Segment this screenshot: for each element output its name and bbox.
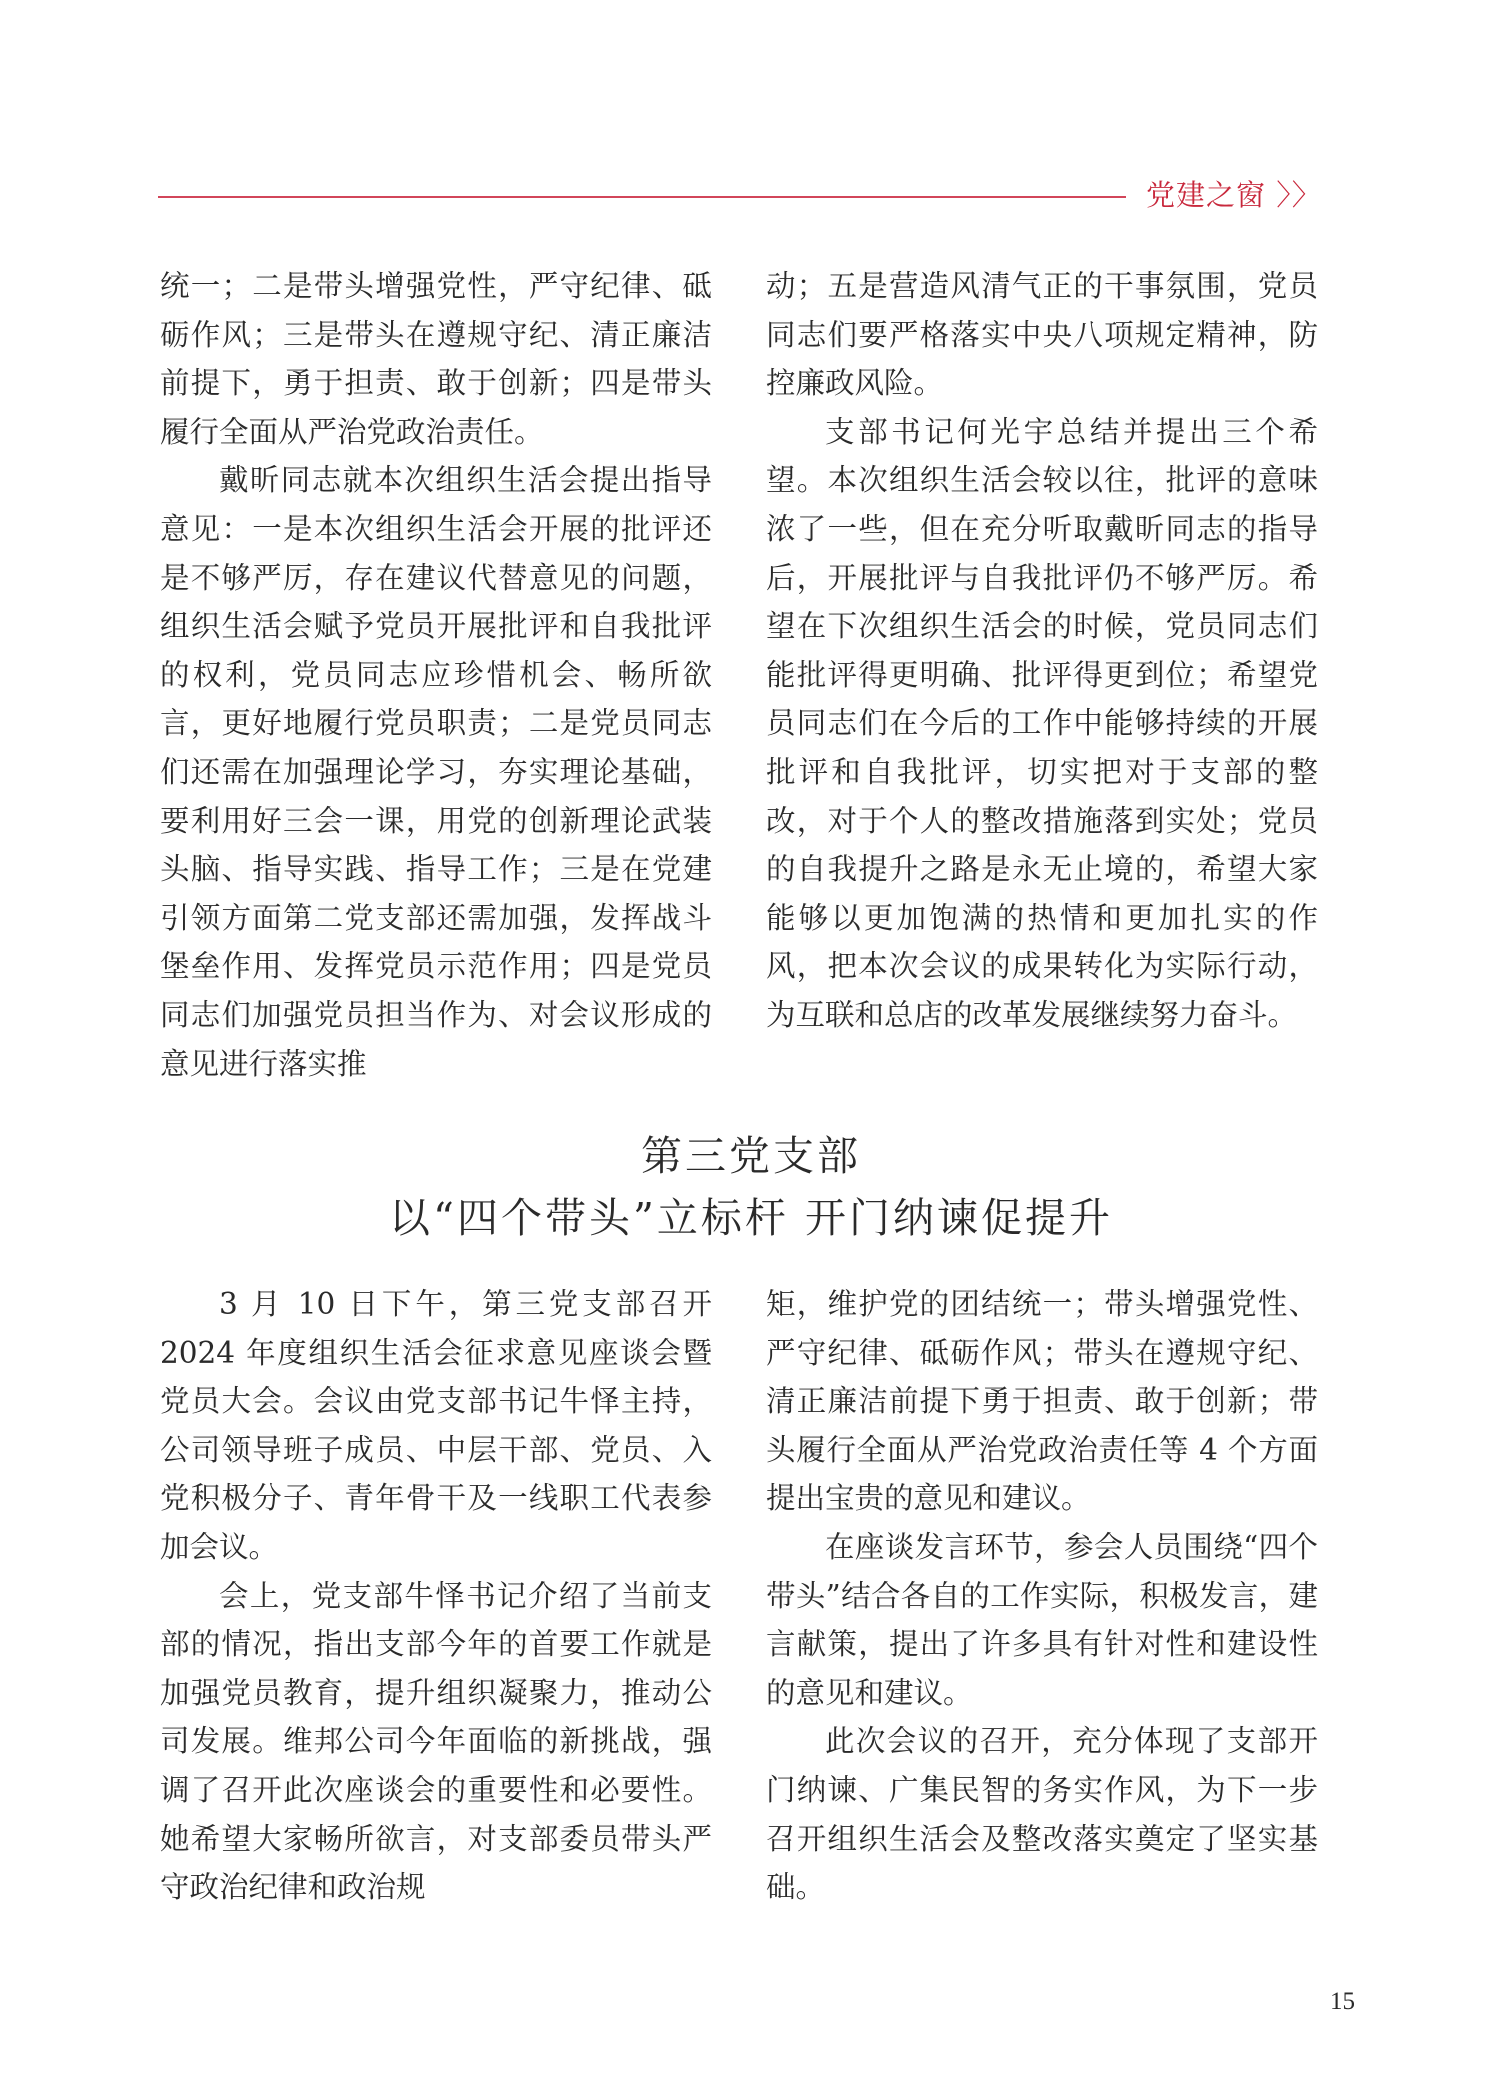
paragraph: 矩，维护党的团结统一；带头增强党性、严守纪律、砥砺作风；带头在遵规守纪、清正廉洁前提下勇于担责、敢于创新；带头履行全面从严治党政治责任等 4 个方面提出宝贵的意见和建议。 bbox=[766, 1287, 1318, 1516]
paragraph: 此次会议的召开，充分体现了支部开门纳谏、广集民智的务实作风，为下一步召开组织生活会及整改落实奠定了坚实基础。 bbox=[766, 1724, 1318, 1905]
paragraph: 会上，党支部牛怿书记介绍了当前支部的情况，指出支部今年的首要工作就是加强党员教育，提升组织凝聚力，推动公司发展。维邦公司今年面临的新挑战，强调了召开此次座谈会的重要性和必要性。她希望大家畅所欲言，对支部委员带头严守政治纪律和政治规 bbox=[160, 1578, 712, 1905]
paragraph: 3 月 10 日下午，第三党支部召开 2024 年度组织生活会征求意见座谈会暨党员大会。会议由党支部书记牛怿主持，公司领导班子成员、中层干部、党员、入党积极分子、青年骨干及一线职工代表参加会议。 bbox=[160, 1287, 712, 1564]
paragraph: 统一；二是带头增强党性，严守纪律、砥砺作风；三是带头在遵规守纪、清正廉洁前提下，勇于担责、敢于创新；四是带头履行全面从严治党政治责任。 bbox=[160, 269, 712, 449]
section-label: 党建之窗 〉〉 bbox=[1146, 178, 1322, 212]
paragraph: 动；五是营造风清气正的干事氛围，党员同志们要严格落实中央八项规定精神，防控廉政风险。 bbox=[766, 269, 1318, 401]
page-number: 15 bbox=[1330, 1988, 1355, 2015]
section-subtitle: 以“四个带头”立标杆 开门纳谏促提升 bbox=[389, 1194, 1113, 1242]
bottom-right-column bbox=[766, 1280, 1318, 1912]
top-left-column bbox=[160, 262, 712, 1088]
paragraph: 戴昕同志就本次组织生活会提出指导意见：一是本次组织生活会开展的批评还是不够严厉，存在建议代替意见的问题，组织生活会赋予党员开展批评和自我批评的权利，党员同志应珍惜机会、畅所欲言，更好地履行党员职责；二是党员同志们还需在加强理论学习，夯实理论基础，要利用好三会一课，用党的创新理论武装头脑、指导实践、指导工作；三是在党建引领方面第二党支部还需加强，发挥战斗堡垒作用、发挥党员示范作用；四是党员同志们加强党员担当作为、对会议形成的意见进行落实推 bbox=[160, 463, 712, 1081]
header-rule bbox=[158, 196, 1126, 198]
section-title: 第三党支部 bbox=[641, 1132, 861, 1180]
top-right-column bbox=[766, 262, 1318, 1040]
paragraph: 在座谈发言环节，参会人员围绕“四个带头”结合各自的工作实际，积极发言，建言献策，提出了许多具有针对性和建设性的意见和建议。 bbox=[766, 1529, 1318, 1710]
paragraph: 支部书记何光宇总结并提出三个希望。本次组织生活会较以往，批评的意味浓了一些，但在充分听取戴昕同志的指导后，开展批评与自我批评仍不够严厉。希望在下次组织生活会的时候，党员同志们能批评得更明确、批评得更到位；希望党员同志们在今后的工作中能够持续的开展批评和自我批评，切实把对于支部的整改，对于个人的整改措施落到实处；党员的自我提升之路是永无止境的，希望大家能够以更加饱满的热情和更加扎实的作风，把本次会议的成果转化为实际行动，为互联和总店的改革发展继续努力奋斗。 bbox=[766, 414, 1318, 1032]
bottom-left-column bbox=[160, 1280, 712, 1912]
